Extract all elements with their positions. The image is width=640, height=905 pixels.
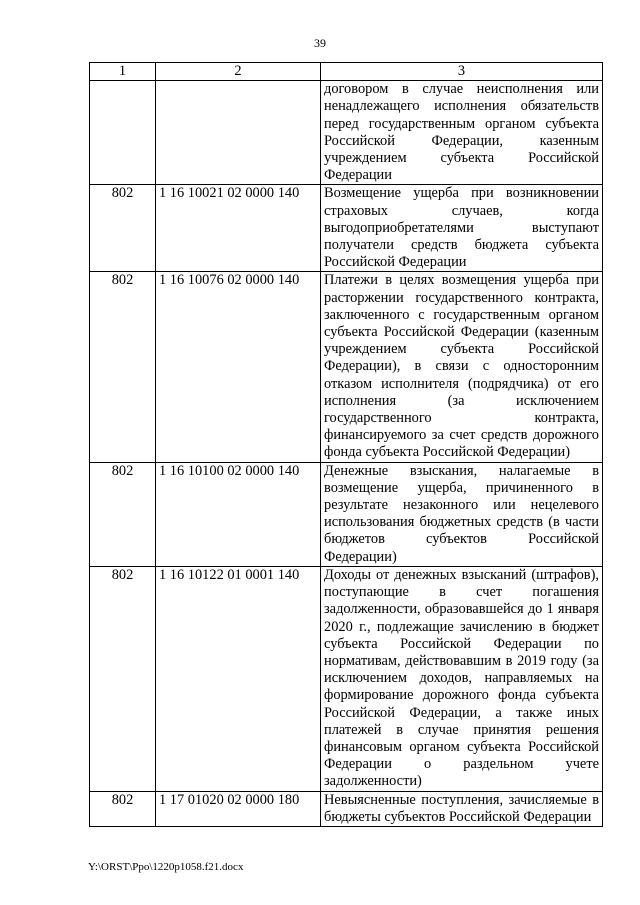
file-path-footer: Y:\ORST\Ppo\1220p1058.f21.docx <box>88 861 244 873</box>
kbk-cell: 1 16 10021 02 0000 140 <box>156 185 321 272</box>
description-cell: договором в случае неисполнения или ненадлежащего исполнения обязательств перед государственным органом субъекта Российской Федерации, казенным учреждением субъекта Российской Федерации <box>321 81 603 185</box>
column-header-2: 2 <box>156 63 321 81</box>
table-header-row <box>90 63 603 81</box>
kbk-cell: 1 17 01020 02 0000 180 <box>156 791 321 826</box>
table-row <box>90 791 603 826</box>
column-header-1: 1 <box>90 63 156 81</box>
column-header-3: 3 <box>321 63 603 81</box>
admin-code-cell: 802 <box>90 185 156 272</box>
admin-code-cell: 802 <box>90 272 156 462</box>
table-row-continuation <box>90 81 603 185</box>
admin-code-cell: 802 <box>90 791 156 826</box>
kbk-cell: 1 16 10122 01 0001 140 <box>156 566 321 791</box>
description-cell: Доходы от денежных взысканий (штрафов), поступающие в счет погашения задолженности, образовавшейся до 1 января 2020 г., подлежащие зачислению в бюджет субъекта Российской Федерации по нормативам, действовавшим в 2019 году (за исключением доходов, направляемых на формирование дорожного фонда субъекта Российской Федерации, а также иных платежей в случае принятия решения финансовым органом субъекта Российской Федерации о раздельном учете задолженности) <box>321 566 603 791</box>
admin-code-cell <box>90 81 156 185</box>
revenue-codes-table <box>89 62 603 827</box>
admin-code-cell: 802 <box>90 566 156 791</box>
admin-code-cell: 802 <box>90 462 156 566</box>
description-cell: Платежи в целях возмещения ущерба при расторжении государственного контракта, заключенного с государственным органом субъекта Российской Федерации (казенным учреждением субъекта Российской Федерации), в связи с односторонним отказом исполнителя (подрядчика) от его исполнения (за исключением государственного контракта, финансируемого за счет средств дорожного фонда субъекта Российской Федерации) <box>321 272 603 462</box>
table-row <box>90 185 603 272</box>
kbk-cell: 1 16 10076 02 0000 140 <box>156 272 321 462</box>
description-cell: Возмещение ущерба при возникновении страховых случаев, когда выгодоприобретателями выступают получатели средств бюджета субъекта Российской Федерации <box>321 185 603 272</box>
description-cell: Денежные взыскания, налагаемые в возмещение ущерба, причиненного в результате незаконного или нецелевого использования бюджетных средств (в части бюджетов субъектов Российской Федерации) <box>321 462 603 566</box>
kbk-cell <box>156 81 321 185</box>
kbk-cell: 1 16 10100 02 0000 140 <box>156 462 321 566</box>
description-cell: Невыясненные поступления, зачисляемые в бюджеты субъектов Российской Федерации <box>321 791 603 826</box>
page-number: 39 <box>314 36 326 50</box>
table-row <box>90 566 603 791</box>
table-row <box>90 462 603 566</box>
table-row <box>90 272 603 462</box>
